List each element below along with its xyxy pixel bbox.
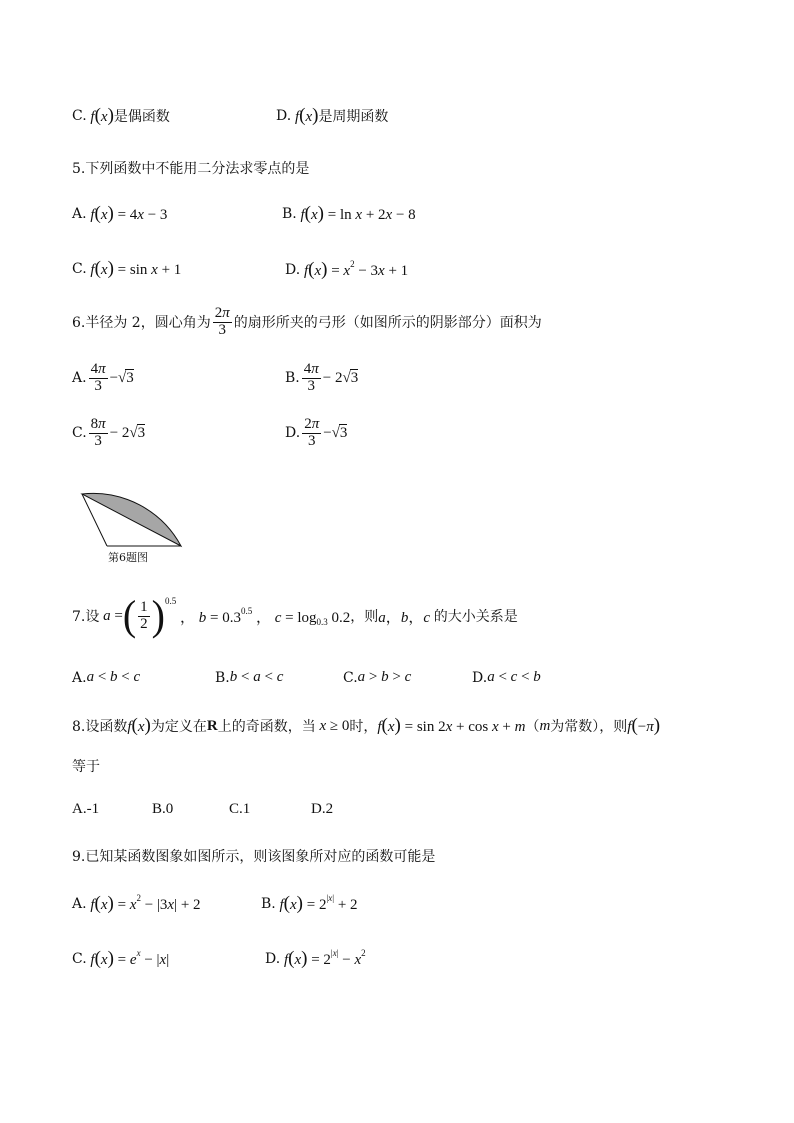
math-expression: $f(x) = x^2 - 3x + 1$ (303, 259, 409, 280)
q9-option-c (72, 948, 169, 969)
question-stem-cont: 为常数），则 (550, 719, 628, 735)
q8-option-b (152, 801, 173, 818)
option-label: C. (72, 425, 87, 442)
q7-stem (72, 591, 518, 640)
option-label: B. (285, 370, 300, 387)
question-stem-cont: 为定义在 (150, 719, 207, 735)
math-expression: a = (103, 607, 123, 624)
q7-option-d (472, 669, 541, 686)
option-label: A. (72, 370, 87, 387)
q6-option-c (72, 417, 145, 450)
math-expression: f(x) (127, 715, 151, 736)
question-stem-cont: 上的奇函数，当 (217, 719, 316, 735)
q5-option-c (72, 259, 181, 279)
fraction: $\frac{4\pi}{3}$ (303, 361, 319, 394)
q4-option-d (276, 106, 388, 126)
math-expression: a < b < c (86, 669, 141, 685)
option-label: D. (285, 425, 301, 442)
option-label: D. (285, 261, 301, 278)
figure-caption (108, 549, 148, 565)
option-label: D. (472, 669, 488, 686)
question-stem: 6.半径为 2，圆心角为 (72, 315, 211, 332)
option-label: D. (265, 950, 281, 967)
math-expression: f(x) = sin 2x + cos x + m (377, 715, 526, 736)
math-expression: $f(x) = e^x - |x|$ (90, 948, 170, 969)
option-label: B. (215, 669, 230, 686)
q5-option-b (282, 204, 416, 224)
math-expression: f(x) = ln x + 2x − 8 (300, 203, 416, 224)
math-expression: − 2√3 (322, 369, 359, 386)
question-stem-cont: 等于 (72, 759, 100, 775)
fraction: $\frac{2\pi}{3}$ (304, 416, 320, 449)
math-expression: b < a < c (229, 669, 284, 685)
math-expression: a < c < b (487, 669, 541, 685)
math-expression: $f(x) = 2^{|x|} - x^2$ (283, 948, 366, 969)
q5-option-a (72, 204, 167, 224)
option-text: 是偶函数 (113, 109, 170, 125)
q8-option-d (311, 801, 333, 818)
q6-stem (72, 306, 542, 339)
question-stem: 7.设 (72, 609, 100, 625)
math-expression: −√3 (109, 369, 134, 386)
q7-option-b (215, 669, 283, 686)
math-expression: m (539, 717, 551, 734)
q8-stem (72, 716, 660, 736)
paren: ( (122, 591, 137, 640)
math-expression: f(−π) (627, 715, 661, 736)
question-stem: 8.设函数 (72, 719, 128, 735)
math-expression: f(x) = sin x + 1 (90, 258, 182, 279)
q9-stem (72, 846, 435, 866)
question-stem-end: 的大小关系是 (433, 609, 518, 625)
q4-option-c (72, 106, 170, 126)
q8-option-a (72, 801, 99, 818)
math-expression: −√3 (323, 424, 348, 441)
q8-option-c (229, 801, 250, 818)
option-label: A. (72, 206, 87, 222)
option-label: A.-1 (72, 801, 100, 817)
math-expression: R (206, 717, 218, 734)
option-label: C. (72, 261, 87, 277)
option-label: C. (72, 950, 87, 967)
math-expression: − 2√3 (109, 424, 146, 441)
math-expression: a，b，c (378, 609, 430, 626)
math-expression: ， $b = 0.3^{0.5}$ ， $c = \log_{0.3} 0.2$ (176, 605, 351, 627)
math-expression: a > b > c (357, 669, 412, 685)
math-expression: x ≥ 0 (319, 717, 350, 734)
q7-option-a (72, 669, 140, 686)
option-label: A. (72, 669, 87, 686)
q6-option-b (285, 362, 358, 395)
option-label: B. (261, 895, 276, 912)
math-expression: 0.5 (164, 596, 177, 606)
option-text: 是周期函数 (318, 109, 389, 125)
option-label: A. (72, 895, 87, 912)
option-label: D.2 (311, 801, 334, 817)
question-stem-cont: 的扇形所夹的弓形（如图所示的阴影部分）面积为 (233, 315, 542, 332)
fraction: $\frac{2\pi}{3}$ (214, 305, 230, 338)
math-expression: $f(x) = 2^{|x|} + 2$ (279, 893, 358, 914)
question-stem: 5.下列函数中不能用二分法求零点的是 (72, 161, 310, 177)
fraction: $\frac{1}{2}$ (140, 598, 148, 632)
shaded-segment (82, 493, 181, 546)
q7-option-c (343, 669, 411, 686)
math-expression: f(x) (90, 105, 114, 126)
sector-figure (76, 484, 188, 550)
q9-option-b (261, 893, 358, 914)
option-label: D. (276, 108, 292, 124)
q9-option-d (265, 948, 366, 969)
caption-text: 第6题图 (108, 551, 148, 564)
q6-option-a (72, 362, 134, 395)
option-label: B. (282, 206, 297, 222)
paren: ) (151, 591, 165, 640)
q9-option-a (72, 893, 201, 914)
option-label: C. (72, 108, 87, 124)
option-label: C. (343, 669, 358, 686)
fraction: $\frac{4\pi}{3}$ (90, 361, 106, 394)
q5-stem (72, 158, 309, 178)
question-stem-cont: 时， (349, 719, 378, 735)
q8-stem-cont (72, 756, 100, 776)
math-expression: $f(x) = x^2 - |3x| + 2$ (90, 893, 201, 914)
q5-option-d (285, 259, 408, 280)
fraction: $\frac{8\pi}{3}$ (90, 416, 106, 449)
question-stem-cont: ，则 (350, 609, 379, 625)
option-label: B.0 (152, 801, 174, 817)
question-stem: 9.已知某函数图象如图所示，则该图象所对应的函数可能是 (72, 849, 436, 865)
q6-option-d (285, 417, 347, 450)
math-expression: f(x) = 4x − 3 (90, 203, 168, 224)
math-expression: f(x) (294, 105, 319, 126)
option-label: C.1 (229, 801, 251, 817)
question-stem-cont: （ (525, 719, 540, 735)
